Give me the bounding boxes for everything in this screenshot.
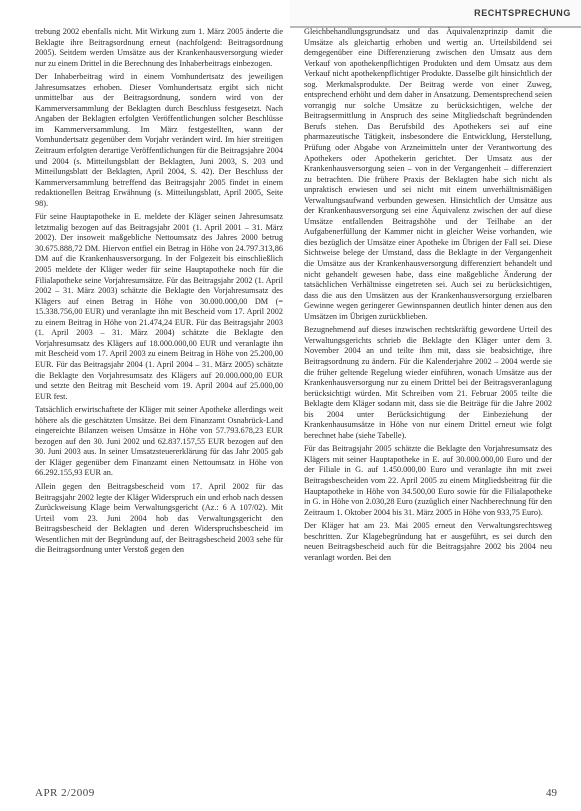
page-number: 49 [546, 787, 557, 799]
paragraph: Für seine Hauptapotheke in E. meldete der Kläger seinen Jahresumsatz letztmalig bezogen auf das Beitragsjahr 2001 (1. April 2001 – 31. März 2002). Der insoweit maßgebliche Nettoumsatz des Jahres 2000 betrug 30.675.888,72 DM. Hiervon entfiel ein Betrag in Höhe von 24.797.313,86 DM auf die Krankenhausversorgung. In der Folgezeit bis einschließlich 2005 meldete der Kläger weder für seine Hauptapotheke noch für die Filialapotheke seine Vorjahresumsätze. Für das Beitragsjahr 2002 (1. April 2002 – 31. März 2003) schätzte die Beklagte den Vorjahresumsatz des Klägers auf einen Betrag in Höhe von 30.000.000,00 DM (= 15.338.756,00 EUR) und veranlagte ihn mit Bescheid vom 17. April 2002 zu einem Beitrag in Höhe von 21.474,24 EUR. Für das Beitragsjahr 2003 (1. April 2003 – 31. März 2004) schätzte die Beklagte den Vorjahresumsatz des Klägers auf 18.000.000,00 EUR und veranlagte ihn mit Bescheid vom 17. April 2003 zu einem Beitrag in Höhe von 25.200,00 EUR. Für das Beitragsjahr 2004 (1. April 2004 – 31. März 2005) schätzte die Beklagte den Vorjahresumsatz des Klägers auf 20.000.000,00 EUR und setzte den Beitrag mit Bescheid vom 19. April 2004 auf 25.000,00 EUR fest. [35, 212, 283, 401]
section-label: RECHTSPRECHUNG [474, 8, 571, 18]
paragraph: Der Kläger hat am 23. Mai 2005 erneut den Verwaltungsrechtsweg beschritten. Zur Klagebegründung hat er ausgeführt, es sei durch den neuen Beitragsbescheid auch für die Beitragsjahre 2002 bis 2004 neu veranlagt worden. Bei den [304, 521, 552, 562]
paragraph: Gleichbehandlungsgrundsatz und das Äquivalenzprinzip damit die Umsätze als gleichartig erhoben und wertig an. Urteilsbildend sei demgegenüber eine Differenzierung zwischen den Umsatz aus dem Verkauf von apothekenpflichtigen Produkten und dem Umsatz aus dem Verkauf nicht apothekenpflichtiger Produkte. Dasselbe gilt hinsichtlich der sog. Merkmalsprodukte. Der Beitrag werde von einer Zuweg, entsprechend erhöht und dem daher in Ansatzung. Dementsprechend seien vorrangig nur solche Umsätze zu berücksichtigen, welche der Beitragsermittlung in Anspruch des seine Mitgliedschaft begründenden Berufs stehen. Das Berufsbild des Apothekers sei auf eine pharmazeutische Tätigkeit, insbesondere die Entwicklung, Herstellung, Prüfung oder Abgabe von Arzneimitteln unter der Verantwortung des Apothekers oder Apothekerin gerichtet. Der Umsatz aus der Krankenhausversorgung seien – von in der Vergangenheit – differenziert zu betrachten. Die frühere Praxis der Beklagten habe sich nicht als unpraktisch erwiesen und sei nicht mit einem unverhältnismäßigen Verwaltungsaufwand verbunden gewesen. Hinsichtlich der Umsätze aus der Krankenhausversorgung sei eine Äquivalenz zwischen der auf diese Umsätze entfallenden Beitragshöhe und der Teilhabe an der Aufgabenerfüllung der Kammer nicht in gleicher Weise vorhanden, wie dies bezüglich der Umsätze einer Apotheke im Übrigen der Fall sei. Diese Sichtweise belege der Umstand, dass die Beklagte in der Vergangenheit die Umsätze aus der Krankenhausversorgung differenziert behandelt und nicht gehandelt gewesen habe, dass eine maßgebliche Änderung der tatsächlichen Verhältnisse eingetreten sei. Auch sei zu berücksichtigen, dass die aus den Umsätzen aus der Krankenhausversorgung erzielbaren Gewinne wegen geringerer Gewinnspannen deutlich hinter denen aus den Umsätzen im Übrigen zurückblieben. [304, 27, 552, 321]
paragraph: Tatsächlich erwirtschaftete der Kläger mit seiner Apotheke allerdings weit höhere als die geschätzten Umsätze. Bei dem Finanzamt Osnabrück-Land eingereichte Bilanzen weisen Umsätze in Höhe von 57.793.678,23 EUR bezogen auf den 30. Juni 2002 und 62.837.157,55 EUR bezogen auf den 30. Juni 2003 aus. In seiner Umsatzsteuererklärung für das Jahr 2005 gab der Kläger gegenüber dem Finanzamt einen Nettoumsatz in Höhe von 66.292.155,93 EUR an. [35, 405, 283, 478]
paragraph: Der Inhaberbeitrag wird in einem Vomhundertsatz des jeweiligen Jahresumsatzes erhoben. Dieser Vomhundertsatz ergibt sich nicht unmittelbar aus der Beitragsordnung, sondern wird von der Kammerversammlung der Beklagten durch Beschluss festgesetzt. Nach Angaben der Beklagten erfolgten Veröffentlichungen solcher Beschlüsse im Kammerversammlung. Im März festgestellten, wann der Vomhundertsatz gegenüber dem Vorjahr verändert wird. Im hier streitigen Zeitraum erfolgten derartige Veröffentlichungen für die Beitragsjahre 2004 und 2004 (s. Mitteilungsblatt der Beklagten, Juni 2003, S. 203 und Mitteilungsblatt der Beklagten, April 2004, S. 42). Der Beschluss der Kammerversammlung betreffend das Beitragsjahr 2005 findet in einem redaktionellen Beitrag Erwähnung (s. Mitteilungsblatt, April 2005, Seite 98). [35, 72, 283, 208]
paragraph: Bezugnehmend auf dieses inzwischen rechtskräftig gewordene Urteil des Verwaltungsgerichts schrieb die Beklagte den Kläger unter dem 3. November 2004 an und teilte ihm mit, dass sie beabsichtige, ihre Beitragsordnung zu ändern. Für die Kalenderjahre 2002 – 2004 werde sie die früher geltende Regelung wieder einführen, wonach Umsätze aus der Krankenhausversorgung nur zu einem Drittel bei der Beitragsveranlagung berücksichtigt würden. Mit Schreiben vom 21. Februar 2005 teilte die Beklagte dem Kläger sodann mit, dass sie die Beiträge für die Jahre 2002 bis 2004 unter Berücksichtigung der Einbeziehung der Krankenhausumsätze in Höhe von nur einem Drittel erneut wie folgt berechnet habe (siehe Tabelle). [304, 325, 552, 440]
paragraph: Für das Beitragsjahr 2005 schätzte die Beklagte den Vorjahresumsatz des Klägers mit seiner Hauptapotheke in E. auf 30.000.000,00 Euro und der der Filiale in G. auf 1.450.000,00 Euro und veranlagte ihn mit zwei Beitragsbescheiden vom 22. April 2005 zu einem Mitgliedsbeitrag für die Hauptapotheke in Höhe von 34.500,00 Euro sowie für die Filialapotheke in G. in Höhe von 2.030,28 Euro (zuzüglich einer Nachberechnung für den Zeitraum 1. Oktober 2004 bis 31. März 2005 in Höhe von 933,75 Euro). [304, 444, 552, 517]
journal-issue: APR 2/2009 [35, 787, 95, 799]
left-column [35, 27, 283, 559]
right-column [304, 27, 552, 566]
paragraph: trebung 2002 ebenfalls nicht. Mit Wirkung zum 1. März 2005 änderte die Beklagte ihre Beitragsordnung erneut (nachfolgend: Beitragsordnung 2005). Seitdem werden Umsätze aus der Krankenhausversorgung wieder nur zu einem Drittel in die Berechnung des Inhaberbeitrags einbezogen. [35, 27, 283, 68]
paragraph: Allein gegen den Beitragsbescheid vom 17. April 2002 für das Beitragsjahr 2002 legte der Kläger Widerspruch ein und erhob nach dessen Zurückweisung Klage beim Verwaltungsgericht (Az.: 6 A 107/02). Mit Urteil vom 23. Juni 2004 hob das Verwaltungsgericht den Beitragsbescheid der Beklagten und deren Widerspruchsbescheid im Wesentlichen mit der Begründung auf, der Beitragsbescheid 2003 sehe für die Beitragsordnung unter Verstoß gegen den [35, 481, 283, 555]
page-header [290, 0, 581, 28]
